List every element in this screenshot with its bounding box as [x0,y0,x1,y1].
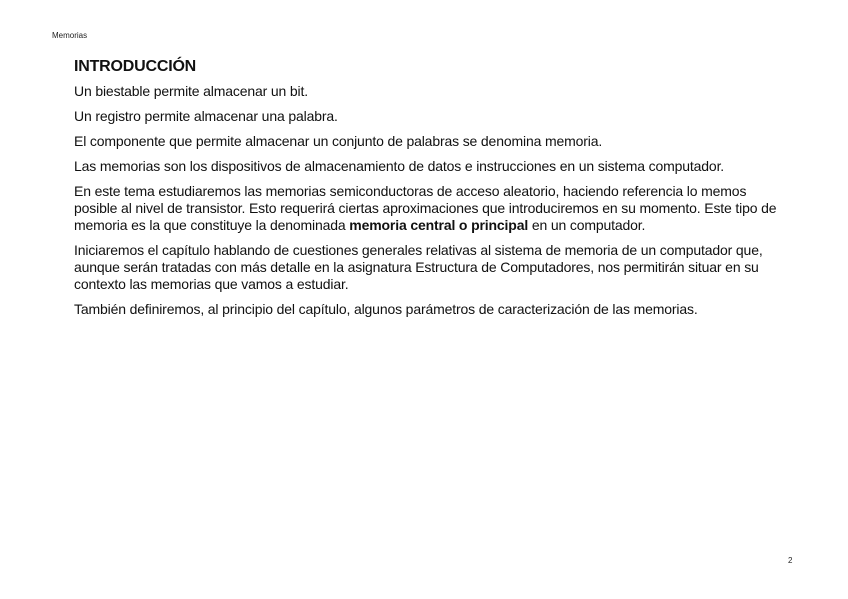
main-content [74,58,786,326]
page-number: 2 [788,556,793,565]
section-title: INTRODUCCIÓN [74,58,197,75]
memoria-central-emphasis: memoria central o principal [349,217,529,233]
paragraph-registro: Un registro permite almacenar una palabra. [74,108,338,124]
paragraph-tema [74,183,786,234]
paragraph-tema-text-end: en un computador. [528,217,646,233]
paragraph-tema-text-start: En este tema estudiaremos las memorias semiconductoras de acceso aleatorio, haciendo referencia lo memos posible al nivel de transistor. Esto requerirá ciertas aproximaciones que introduciremos en su momento. Este tipo de memoria es la que constituye la denominada [74,183,777,233]
running-header: Memorias [52,31,88,40]
paragraph-biestable: Un biestable permite almacenar un bit. [74,83,308,99]
paragraph-capitulo: Iniciaremos el capítulo hablando de cuestiones generales relativas al sistema de memoria de un computador que, aunque serán tratadas con más detalle en la asignatura Estructura de Computadores, nos permitirán situar en su contexto las memorias que vamos a estudiar. [74,242,763,292]
paragraph-componente: El componente que permite almacenar un conjunto de palabras se denomina memoria. [74,133,603,149]
paragraph-parametros: También definiremos, al principio del capítulo, algunos parámetros de caracterización de las memorias. [74,301,698,317]
paragraph-memorias-dispositivos: Las memorias son los dispositivos de almacenamiento de datos e instrucciones en un sistema computador. [74,158,725,174]
